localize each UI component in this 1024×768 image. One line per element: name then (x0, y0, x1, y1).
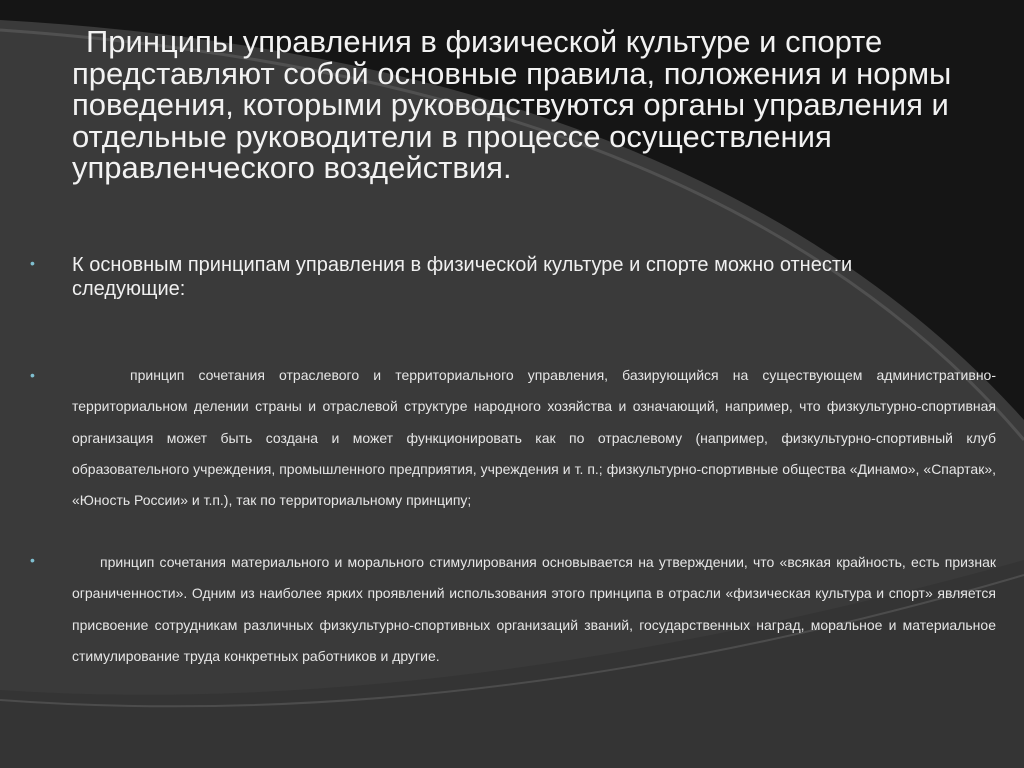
lead-paragraph: К основным принципам управления в физической культуре и спорте можно отнести следующие: (72, 254, 853, 300)
bullet-icon: • (30, 552, 35, 568)
principle-paragraph: принцип сочетания материального и морального стимулирования основывается на утверждении, что «всякая крайность, есть признак ограниченности». Одним из наиболее ярких проявлений использования этого принципа в отрасли «физическая культура и спорт» является присвоение сотрудникам различных физкультурно-спортивных организаций званий, государственных наград, моральное и материальное стимулирование труда конкретных работников и другие. (72, 554, 996, 664)
principle-paragraph: принцип сочетания отраслевого и территориального управления, базирующийся на существующем административно-территориальном делении страны и отраслевой структуре народного хозяйства и означающий, например, что физкультурно-спортивная организация может быть создана и может функционировать как по отраслевому (например, физкультурно-спортивный клуб образовательного учреждения, промышленного предприятия, учреждения и т. п.; физкультурно-спортивные общества «Динамо», «Спартак», «Юность России» и т.п.), так по территориальному принципу; (72, 367, 996, 509)
bullet-icon: • (30, 255, 35, 271)
bullet-icon: • (30, 367, 35, 383)
slide-title: Принципы управления в физической культуре и спорте представляют собой основные правила, положения и нормы поведения, которыми руководствуются органы управления и отдельные руководители в процессе осуществления управленческого воздействия. (72, 24, 952, 185)
